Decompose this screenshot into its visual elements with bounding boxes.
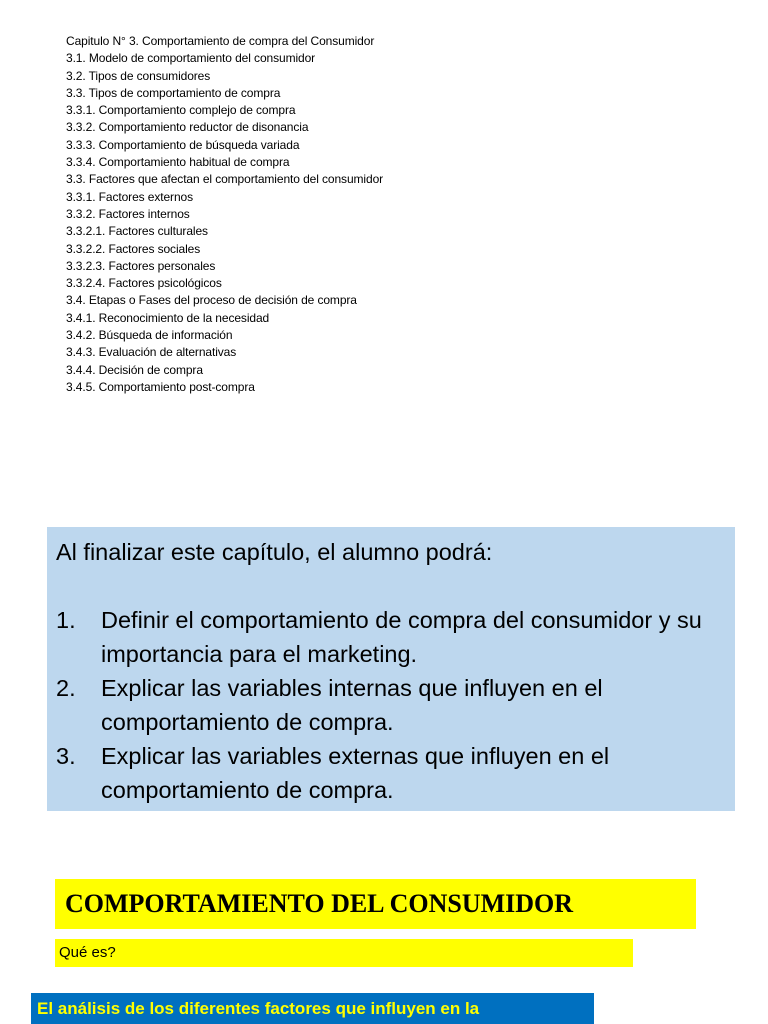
toc-item: 3.3.2.1. Factores culturales (66, 224, 208, 239)
toc-item: 3.3.1. Factores externos (66, 189, 193, 204)
toc-item: 3.4.3. Evaluación de alternativas (66, 345, 237, 360)
objective-number: 1. (56, 607, 76, 633)
toc-item: 3.3.2.3. Factores personales (66, 258, 216, 273)
toc-item: 3.4.2. Búsqueda de información (66, 328, 233, 343)
objective-item (56, 739, 725, 807)
toc-item: 3.3.2.4. Factores psicológicos (66, 276, 222, 291)
toc-item: 3.3.2. Comportamiento reductor de disonancia (66, 120, 309, 135)
objective-item (56, 671, 725, 739)
objective-text: Definir el comportamiento de compra del consumidor y su importancia para el marketing. (101, 607, 702, 667)
definition-banner: El análisis de los diferentes factores que influyen en la (31, 993, 594, 1024)
toc-item: 3.3.2. Factores internos (66, 206, 190, 221)
objective-text: Explicar las variables externas que influyen en el comportamiento de compra. (101, 743, 610, 803)
objectives-list (56, 603, 725, 807)
section-question: Qué es? (55, 939, 633, 967)
objectives-intro: Al finalizar este capítulo, el alumno podrá: (56, 539, 493, 565)
section-title: COMPORTAMIENTO DEL CONSUMIDOR (55, 879, 696, 929)
toc-item: 3.3.4. Comportamiento habitual de compra (66, 155, 290, 170)
table-of-contents (66, 33, 666, 396)
toc-chapter-title: Capitulo N° 3. Comportamiento de compra del Consumidor (66, 34, 375, 48)
objective-number: 2. (56, 675, 76, 701)
toc-item: 3.4.1. Reconocimiento de la necesidad (66, 310, 270, 325)
toc-item: 3.3.3. Comportamiento de búsqueda variada (66, 137, 300, 152)
learning-objectives-box (47, 527, 735, 811)
toc-item: 3.1. Modelo de comportamiento del consumidor (66, 51, 316, 66)
toc-item: 3.3.1. Comportamiento complejo de compra (66, 103, 296, 118)
toc-item: 3.4. Etapas o Fases del proceso de decisión de compra (66, 293, 357, 308)
toc-item: 3.4.4. Decisión de compra (66, 362, 203, 377)
objective-text: Explicar las variables internas que influyen en el comportamiento de compra. (101, 675, 603, 735)
objective-number: 3. (56, 743, 76, 769)
toc-item: 3.3. Factores que afectan el comportamiento del consumidor (66, 172, 384, 187)
toc-item: 3.3. Tipos de comportamiento de compra (66, 85, 281, 100)
objective-item (56, 603, 725, 671)
toc-item: 3.4.5. Comportamiento post-compra (66, 379, 255, 394)
toc-item: 3.2. Tipos de consumidores (66, 68, 211, 83)
toc-item: 3.3.2.2. Factores sociales (66, 241, 201, 256)
